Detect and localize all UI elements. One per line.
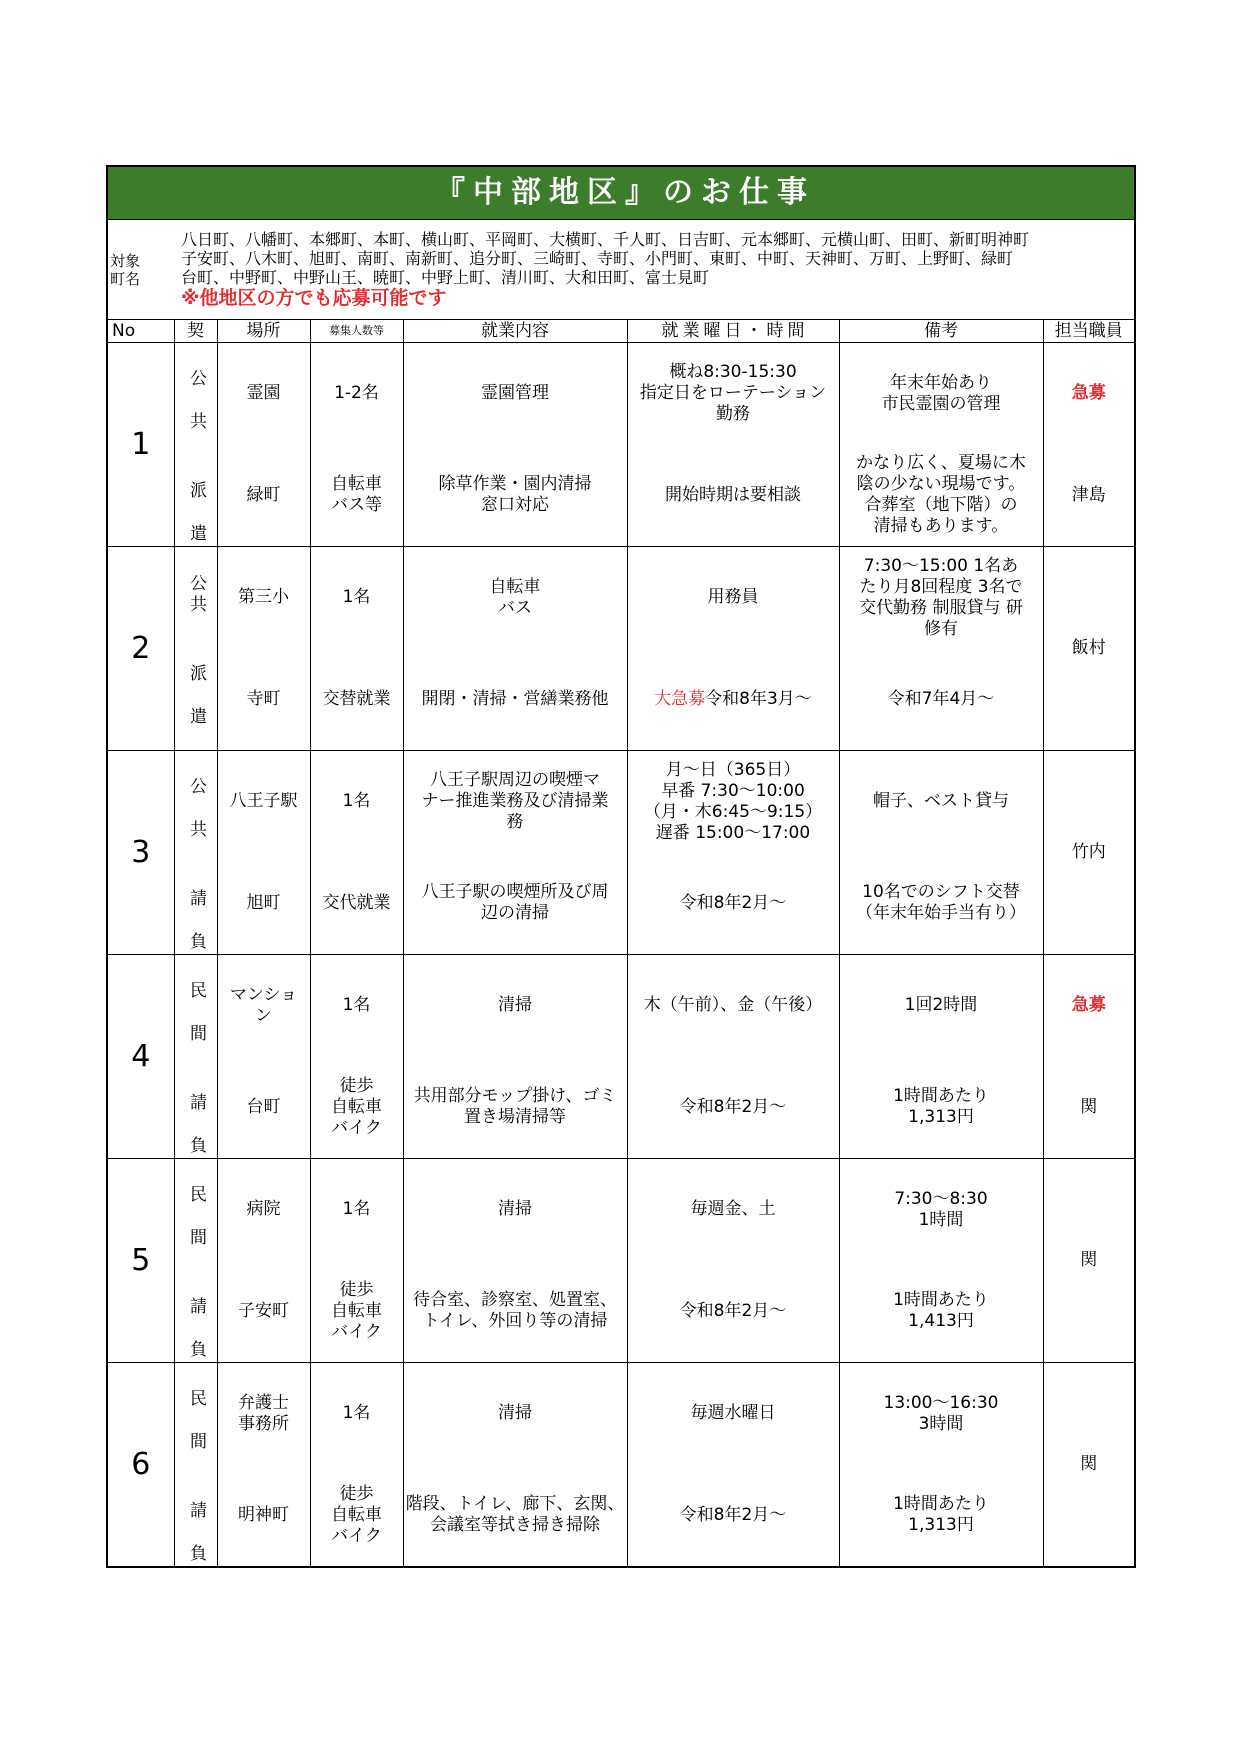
recruit-cell [310,547,403,751]
recruit-bottom [311,1261,403,1363]
work-detail: 待合室、診察室、処置室、 トイレ、外回り等の清掃 [413,1290,617,1332]
work-cell [403,1363,627,1568]
work-cell [403,955,627,1159]
job-no-cell [107,1363,174,1568]
remarks-top [840,751,1043,853]
schedule-top [628,343,839,445]
contract-top [175,547,217,638]
remarks-bottom [840,1057,1043,1159]
schedule-time: 毎週水曜日 [690,1403,776,1424]
target-row [107,220,1135,320]
recruit-bottom [311,445,403,547]
contract-split [175,1159,217,1383]
workplace: 病院 [246,1199,281,1220]
contract-cell [174,547,217,751]
work-summary: 霊園管理 [481,383,549,404]
place-bottom [218,853,310,955]
contract-cell [174,1363,217,1587]
work-summary: 清掃 [498,1403,532,1424]
recruit-bottom [311,649,403,751]
remarks-text: 帽子、ベスト貸与 [873,791,1009,812]
contract-split [175,751,217,975]
schedule-bottom [628,1465,839,1567]
work-top [404,547,627,649]
staff-box [1044,547,1135,750]
remarks-top [840,547,1043,649]
job-row [107,955,1135,1159]
header-schedule-cell [627,320,839,343]
remarks-bottom [840,649,1043,751]
remarks-cell [839,751,1043,955]
schedule-top [628,1363,839,1465]
remarks-bottom [840,445,1043,547]
job-no-cell [107,547,174,751]
recruit-cell [310,1363,403,1568]
work-split [404,547,627,750]
contract-top [175,1363,217,1475]
contract-type: 請負 [186,1501,206,1587]
remarks-text: 1時間あたり 1,413円 [893,1290,989,1332]
staff-name: 飯村 [1071,638,1106,658]
schedule-cell [627,1159,839,1363]
work-bottom [404,445,627,547]
recruit-bottom [311,1465,403,1567]
recruit-bottom [311,1057,403,1159]
contract-top [175,1159,217,1271]
header-place: 場所 [246,321,281,341]
contract-bottom [175,1475,217,1587]
header-remarks-cell [839,320,1043,343]
job-no-box [108,1159,174,1362]
work-split [404,955,627,1158]
header-recruit: 募集人数等 [329,324,384,337]
work-detail: 開閉・清掃・営繕業務他 [421,688,609,709]
staff-box [1044,1159,1135,1362]
place-cell [217,955,310,1159]
staff-top [1044,343,1135,445]
schedule-time: 木（午前）、金（午後） [643,995,823,1016]
staff-cell [1043,955,1135,1159]
place-bottom [218,1261,310,1363]
start-date: 令和8年3月～ [705,688,812,709]
remarks-cell [839,1363,1043,1568]
staff-box [1044,1363,1135,1566]
page-title: 『中部地区』のお仕事 [435,175,815,210]
contract-type: 派遣 [186,481,206,567]
town-line: 子安町、八木町、旭町、南町、南新町、追分町、三崎町、寺町、小門町、東町、中町、天神町、万町、上野町、緑町 [181,248,1014,268]
schedule-time: 概ね8:30-15:30 指定日をローテーション 勤務 [639,362,827,425]
job-listing-table [106,165,1136,1587]
job-number: 6 [131,1446,151,1482]
town-line: 八日町、八幡町、本郷町、本町、横山町、平岡町、大横町、千人町、日吉町、元本郷町、元横山町、田町、新町明神町 [181,229,1030,249]
title-bar [108,167,1134,219]
commute: 自転車 バス等 [331,474,382,516]
urgent-label: 大急募 [654,688,706,709]
schedule-split [628,1159,839,1362]
remarks-cell [839,343,1043,547]
remarks-top [840,955,1043,1057]
schedule-bottom [628,445,839,547]
work-summary: 自転車 バス [489,576,541,618]
header-recruit-cell [310,320,403,343]
work-detail: 八王子駅の喫煙所及び周 辺の清掃 [421,882,609,924]
header-place-cell [217,320,310,343]
contract-type: 請負 [186,889,206,975]
commute: 交代就業 [322,892,391,913]
staff-cell [1043,1363,1135,1568]
workplace: 弁護士 事務所 [238,1392,289,1434]
schedule-cell [627,955,839,1159]
place-split [218,343,310,546]
remarks-text: 7:30～8:30 1時間 [894,1188,988,1230]
work-detail: 階段、トイレ、廊下、玄関、 会議室等拭き掃き掃除 [405,1494,625,1536]
remarks-text: 7:30～15:00 1名あ たり月8回程度 3名で 交代勤務 制服貸与 研 修有 [859,555,1023,639]
staff-name: 関 [1080,1096,1098,1117]
staff-name: 関 [1080,1454,1098,1474]
place-top [218,547,310,649]
place-bottom [218,1057,310,1159]
header-staff: 担当職員 [1054,321,1123,341]
schedule-top [628,1159,839,1261]
remarks-cell [839,547,1043,751]
start-date: 令和8年2月～ [679,1096,787,1117]
headcount: 1-2名 [334,383,379,404]
work-summary: 清掃 [498,995,532,1016]
schedule-bottom [628,853,839,955]
remarks-split [840,1363,1043,1566]
headcount: 1名 [342,1403,371,1424]
recruit-top [311,547,403,649]
job-no-box [108,955,174,1158]
work-summary: 八王子駅周辺の喫煙マ ナー推進業務及び清掃業 務 [421,770,609,833]
remarks-cell [839,955,1043,1159]
start-date-line [654,689,812,710]
job-row [107,547,1135,751]
schedule-bottom [628,1261,839,1363]
contract-cell [174,343,217,567]
title-cell [107,166,1135,220]
workplace: マンショ ン [229,984,298,1026]
remarks-text: 令和7年4月～ [887,688,995,709]
work-bottom [404,649,627,751]
commute: 徒歩 自転車 バイク [331,1075,382,1138]
contract-top [175,343,217,455]
staff-name: 竹内 [1071,842,1106,862]
staff-bottom [1044,1057,1135,1159]
contract-sector: 公共 [186,777,206,863]
work-split [404,1159,627,1362]
schedule-split [628,955,839,1158]
staff-bottom [1044,445,1135,547]
remarks-split [840,751,1043,954]
target-note: ※他地区の方でも応募可能です [181,286,447,309]
remarks-bottom [840,853,1043,955]
contract-top [175,955,217,1067]
job-no-box [108,343,174,546]
schedule-time: 月～日（365日） 早番 7:30～10:00 （月・木6:45～9:15） 遅番 15:00～17:00 [643,759,823,843]
work-top [404,1363,627,1465]
contract-bottom [175,638,217,750]
work-split [404,343,627,546]
schedule-split [628,343,839,546]
contract-sector: 公共 [186,573,206,616]
header-schedule: 就業曜日・時間 [661,321,809,341]
recruit-split [311,343,403,546]
job-row [107,751,1135,955]
headcount: 1名 [342,587,371,608]
place-split [218,1363,310,1566]
work-top [404,955,627,1057]
remarks-top [840,343,1043,445]
contract-top [175,751,217,863]
workplace: 霊園 [246,383,281,404]
work-detail: 除草作業・園内清掃 窓口対応 [438,474,592,516]
job-number: 5 [131,1242,151,1278]
work-top [404,1159,627,1261]
contract-sector: 民間 [186,1389,206,1475]
staff-cell [1043,547,1135,751]
place-split [218,1159,310,1362]
schedule-split [628,751,839,954]
recruit-top [311,343,403,445]
recruit-cell [310,751,403,955]
header-contract-cell [174,320,217,343]
recruit-top [311,955,403,1057]
schedule-top [628,547,839,649]
work-summary: 清掃 [498,1199,532,1220]
contract-sector: 民間 [186,1185,206,1271]
start-date: 令和8年2月～ [679,1300,787,1321]
place-top [218,1159,310,1261]
town: 明神町 [238,1504,289,1525]
workplace: 八王子駅 [229,791,298,812]
remarks-text: 10名でのシフト交替 （年末年始手当有り） [856,882,1026,924]
work-split [404,751,627,954]
header-staff-cell [1043,320,1135,343]
town: 台町 [246,1096,281,1117]
contract-type: 派遣 [186,664,206,750]
recruit-split [311,955,403,1158]
staff-name: 関 [1080,1250,1098,1270]
schedule-cell [627,1363,839,1568]
commute: 交替就業 [322,688,391,709]
contract-type: 請負 [186,1297,206,1383]
start-date: 令和8年2月～ [679,892,787,913]
contract-split [175,547,217,750]
schedule-time: 毎週金、土 [690,1199,776,1220]
place-cell [217,1363,310,1568]
start-date: 開始時期は要相談 [665,484,801,505]
recruit-split [311,751,403,954]
job-row [107,1363,1135,1568]
header-contract: 契 [187,321,204,341]
remarks-bottom [840,1261,1043,1363]
contract-cell [174,751,217,975]
town: 子安町 [238,1300,289,1321]
schedule-top [628,751,839,853]
job-no-cell [107,1159,174,1363]
contract-split [175,343,217,567]
staff-top [1044,955,1135,1057]
remarks-text: 1時間あたり 1,313円 [893,1494,989,1536]
recruit-top [311,1159,403,1261]
remarks-text: 13:00～16:30 3時間 [883,1392,999,1434]
job-number: 3 [131,834,151,870]
schedule-bottom [628,649,839,751]
header-no-cell [107,320,174,343]
recruit-top [311,1363,403,1465]
place-split [218,751,310,954]
headcount: 1名 [342,1199,371,1220]
town: 寺町 [246,688,281,709]
header-row [107,320,1135,343]
schedule-cell [627,751,839,955]
town-line: 台町、中野町、中野山王、暁町、中野上町、清川町、大和田町、富士見町 [181,267,710,287]
work-cell [403,547,627,751]
work-cell [403,751,627,955]
commute: 徒歩 自転車 バイク [331,1279,382,1342]
header-remarks: 備考 [924,321,958,341]
recruit-cell [310,955,403,1159]
place-bottom [218,1465,310,1567]
place-split [218,955,310,1158]
job-no-box [108,547,174,750]
job-number: 2 [131,630,151,666]
target-area [108,220,1134,319]
job-no-cell [107,955,174,1159]
place-top [218,343,310,445]
start-date: 令和8年2月～ [679,1504,787,1525]
town: 緑町 [246,484,281,505]
recruit-split [311,547,403,750]
job-number: 1 [131,426,151,462]
headcount: 1名 [342,791,371,812]
staff-split [1044,955,1135,1158]
place-cell [217,1159,310,1363]
target-cell [107,220,1135,320]
remarks-bottom [840,1465,1043,1567]
staff-split [1044,343,1135,546]
town: 旭町 [246,892,281,913]
job-row [107,343,1135,547]
title-row [107,166,1135,220]
remarks-split [840,955,1043,1158]
contract-split [175,955,217,1179]
place-top [218,955,310,1057]
header-no: No [112,321,136,341]
headcount: 1名 [342,995,371,1016]
remarks-text: かなり広く、夏場に木 陰の少ない現場です。 合葬室（地下階）の 清掃もあります。 [856,453,1026,537]
remarks-top [840,1363,1043,1465]
contract-split [175,1363,217,1587]
remarks-text: 1時間あたり 1,313円 [893,1086,989,1128]
staff-cell [1043,343,1135,547]
job-no-cell [107,343,174,547]
target-label: 対象 町名 [110,251,141,288]
commute: 徒歩 自転車 バイク [331,1483,382,1546]
staff-cell [1043,751,1135,955]
contract-cell [174,955,217,1179]
schedule-cell [627,343,839,547]
work-split [404,1363,627,1566]
place-bottom [218,445,310,547]
remarks-split [840,343,1043,546]
target-town-list [181,230,1029,310]
place-cell [217,343,310,547]
job-row [107,1159,1135,1363]
workplace: 第三小 [238,587,289,608]
place-top [218,1363,310,1465]
work-bottom [404,853,627,955]
schedule-split [628,547,839,750]
job-number: 4 [131,1038,151,1074]
work-bottom [404,1057,627,1159]
urgent-badge: 急募 [1071,383,1106,404]
recruit-split [311,1159,403,1362]
remarks-split [840,547,1043,750]
remarks-text: 1回2時間 [904,995,978,1016]
remarks-split [840,1159,1043,1362]
place-top [218,751,310,853]
work-top [404,343,627,445]
recruit-top [311,751,403,853]
contract-sector: 民間 [186,981,206,1067]
work-cell [403,343,627,547]
schedule-time: 用務員 [707,587,759,608]
staff-name: 津島 [1071,484,1106,505]
work-bottom [404,1261,627,1363]
place-bottom [218,649,310,751]
work-bottom [404,1465,627,1567]
place-split [218,547,310,750]
urgent-badge: 急募 [1071,995,1106,1016]
remarks-text: 年末年始あり 市民霊園の管理 [881,372,1001,414]
staff-cell [1043,1159,1135,1363]
work-detail: 共用部分モップ掛け、ゴミ 置き場清掃等 [413,1086,617,1128]
recruit-cell [310,343,403,547]
staff-box [1044,751,1135,954]
contract-sector: 公共 [186,369,206,455]
header-work-cell [403,320,627,343]
job-no-box [108,751,174,954]
schedule-bottom [628,1057,839,1159]
job-no-box [108,1363,174,1566]
place-cell [217,751,310,955]
contract-type: 請負 [186,1093,206,1179]
place-cell [217,547,310,751]
contract-cell [174,1159,217,1383]
recruit-bottom [311,853,403,955]
recruit-split [311,1363,403,1566]
header-work: 就業内容 [481,321,549,341]
schedule-split [628,1363,839,1566]
schedule-cell [627,547,839,751]
work-top [404,751,627,853]
recruit-cell [310,1159,403,1363]
schedule-top [628,955,839,1057]
job-no-cell [107,751,174,955]
work-cell [403,1159,627,1363]
remarks-cell [839,1159,1043,1363]
remarks-top [840,1159,1043,1261]
